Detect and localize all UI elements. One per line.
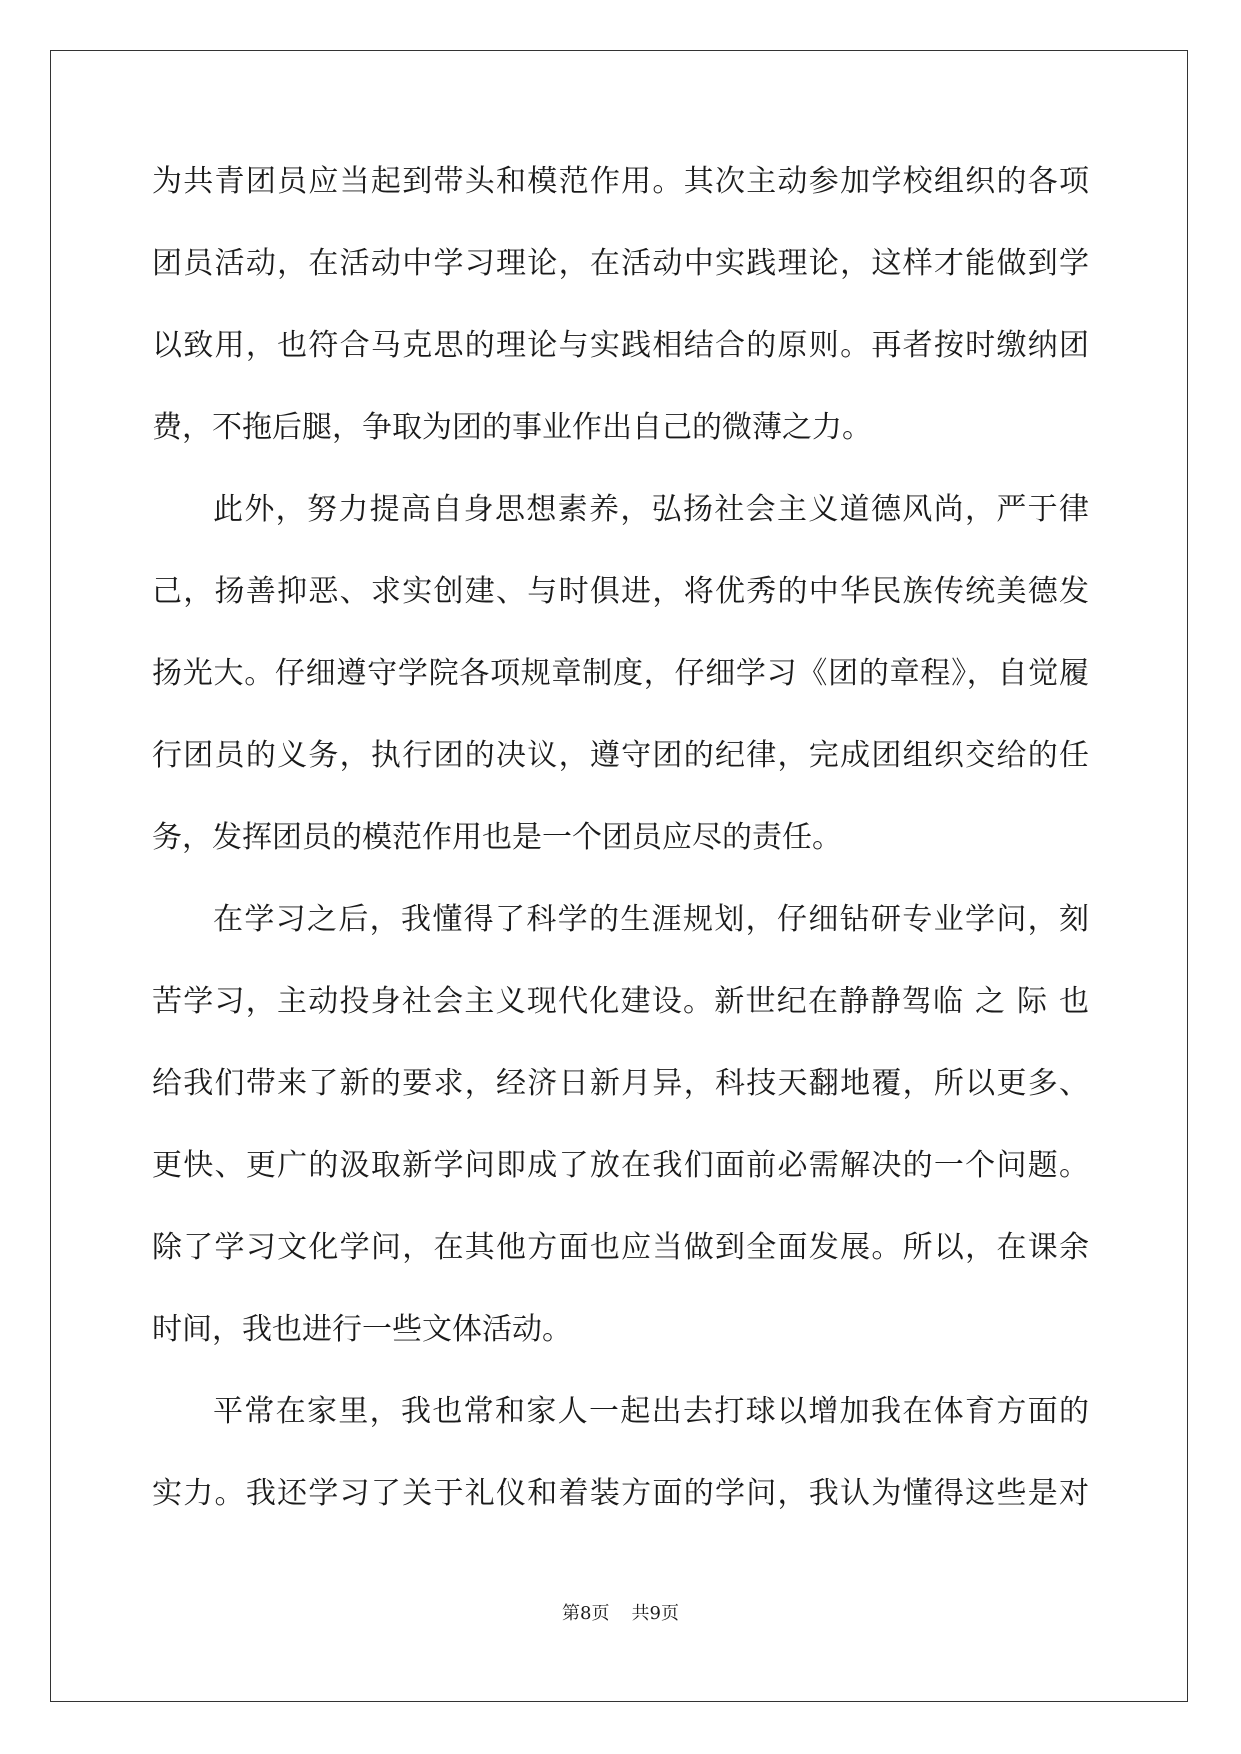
text-line: 务，发挥团员的模范作用也是一个团员应尽的责任。 bbox=[152, 820, 842, 855]
text-line: 扬光大。仔细遵守学院各项规章制度，仔细学习《团的章程》，自觉履 bbox=[152, 656, 1089, 691]
text-line: 费，不拖后腿，争取为团的事业作出自己的微薄之力。 bbox=[152, 410, 872, 445]
text-line: 除了学习文化学问，在其他方面也应当做到全面发展。所以，在课余 bbox=[152, 1230, 1089, 1265]
text-line: 苦学习，主动投身社会主义现代化建设。新世纪在静静驾临 之 际 也 bbox=[152, 984, 1089, 1019]
page-number-total: 共9页 bbox=[631, 1603, 679, 1624]
paragraph-first-line: 此外，努力提高自身思想素养，弘扬社会主义道德风尚，严于律 bbox=[213, 492, 1089, 527]
page-number-current: 第8页 bbox=[562, 1603, 610, 1624]
page-footer bbox=[0, 1602, 1241, 1626]
document-body bbox=[152, 162, 1089, 1556]
text-line: 行团员的义务，执行团的决议，遵守团的纪律，完成团组织交给的任 bbox=[152, 738, 1089, 773]
text-line: 时间，我也进行一些文体活动。 bbox=[152, 1312, 572, 1347]
text-line: 己，扬善抑恶、求实创建、与时俱进，将优秀的中华民族传统美德发 bbox=[152, 574, 1089, 609]
text-line: 给我们带来了新的要求，经济日新月异，科技天翻地覆，所以更多、 bbox=[152, 1066, 1089, 1101]
text-line: 更快、更广的汲取新学问即成了放在我们面前必需解决的一个问题。 bbox=[152, 1148, 1089, 1183]
text-line: 实力。我还学习了关于礼仪和着装方面的学问，我认为懂得这些是对 bbox=[152, 1476, 1089, 1511]
paragraph-first-line: 平常在家里，我也常和家人一起出去打球以增加我在体育方面的 bbox=[213, 1394, 1089, 1429]
paragraph-first-line: 在学习之后，我懂得了科学的生涯规划，仔细钻研专业学问，刻 bbox=[213, 902, 1089, 937]
text-line: 为共青团员应当起到带头和模范作用。其次主动参加学校组织的各项 bbox=[152, 164, 1089, 199]
text-line: 以致用，也符合马克思的理论与实践相结合的原则。再者按时缴纳团 bbox=[152, 328, 1089, 363]
text-line: 团员活动，在活动中学习理论，在活动中实践理论，这样才能做到学 bbox=[152, 246, 1089, 281]
